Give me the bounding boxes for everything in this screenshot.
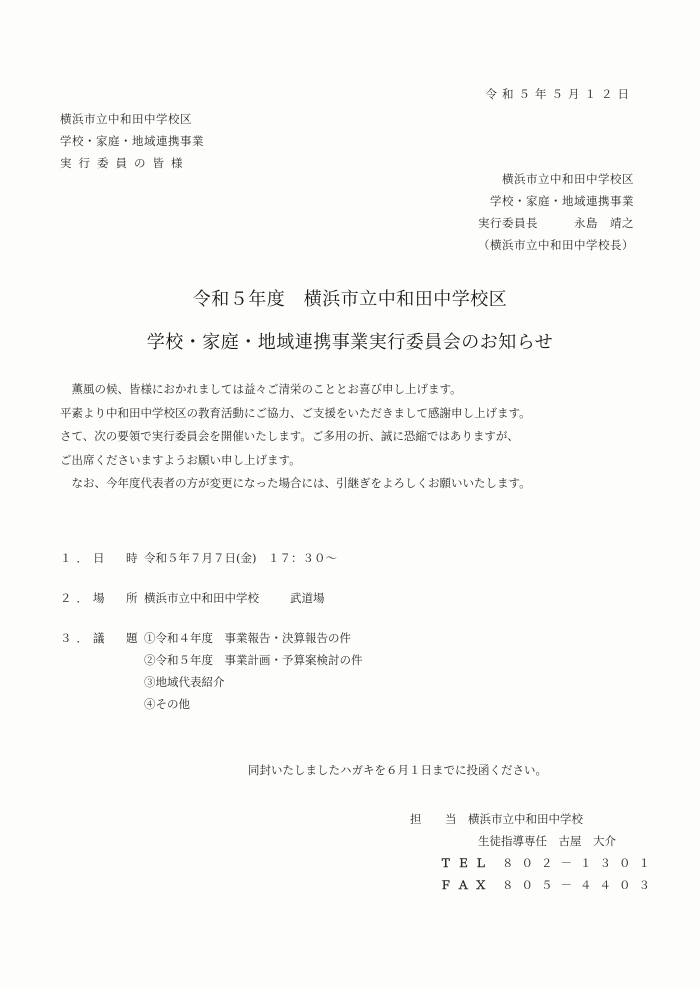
fax-label: ＦＡＸ xyxy=(440,878,493,892)
sender-line-2: 学校・家庭・地域連携事業 xyxy=(490,194,634,208)
body-text xyxy=(60,378,531,496)
closing-note: 同封いたしましたハガキを６月１日までに投函ください。 xyxy=(248,763,547,777)
agenda-label: ３．議 題 xyxy=(60,631,143,645)
place-value: 横浜市立中和田中学校 xyxy=(144,591,259,605)
agenda-item: ④その他 xyxy=(144,697,190,711)
datetime-label: １．日 時 xyxy=(60,551,143,565)
contact-school: 横浜市立中和田中学校 xyxy=(468,812,583,826)
title-line-1: 令和５年度 横浜市立中和田中学校区 xyxy=(192,289,508,310)
tel-number: ８０２－１３０１ xyxy=(502,856,658,870)
recipient-line-3: 実行委員の皆様 xyxy=(60,156,190,170)
sender-line-1: 横浜市立中和田中学校区 xyxy=(502,172,634,186)
sender-line-4: （横浜市立中和田中学校長） xyxy=(478,238,634,252)
place-room: 武道場 xyxy=(290,591,325,605)
agenda-item: ①令和４年度 事業報告・決算報告の件 xyxy=(144,631,351,645)
body-paragraph-2: 平素より中和田中学校区の教育活動にご協力、ご支援をいただきまして感謝申し上げます。 xyxy=(60,405,531,420)
body-paragraph-4: ご出席くださいますようお願い申し上げます。 xyxy=(60,452,301,467)
agenda-item: ②令和５年度 事業計画・予算案検討の件 xyxy=(144,653,363,667)
contact-person: 生徒指導専任 古屋 大介 xyxy=(478,834,616,848)
fax-number: ８０５－４４０３ xyxy=(502,878,658,892)
place-label: ２．場 所 xyxy=(60,591,143,605)
body-paragraph-1: 薫風の候、皆様におかれましては益々ご清栄のこととお喜び申し上げます。 xyxy=(60,382,462,396)
recipient-block xyxy=(60,108,204,174)
agenda-item: ③地域代表紹介 xyxy=(144,675,225,689)
contact-label: 担 当 xyxy=(410,812,463,826)
sender-line-3: 実行委員長 永島 靖之 xyxy=(478,216,634,230)
recipient-line-1: 横浜市立中和田中学校区 xyxy=(60,112,192,126)
title-line-2: 学校・家庭・地域連携事業実行委員会のお知らせ xyxy=(146,332,554,353)
body-paragraph-3: さて、次の要領で実行委員会を開催いたします。ご多用の折、誠に恐縮ではありますが、 xyxy=(60,429,519,443)
tel-label: ＴＥＬ xyxy=(440,856,493,870)
body-paragraph-5: なお、今年度代表者の方が変更になった場合には、引継ぎをよろしくお願いいたします。 xyxy=(60,476,531,490)
sender-block xyxy=(478,168,634,256)
recipient-line-2: 学校・家庭・地域連携事業 xyxy=(60,134,204,148)
datetime-value: 令和５年７月７日(金) １７：３０～ xyxy=(144,551,337,565)
issue-date: 令和５年５月１２日 xyxy=(485,87,634,101)
